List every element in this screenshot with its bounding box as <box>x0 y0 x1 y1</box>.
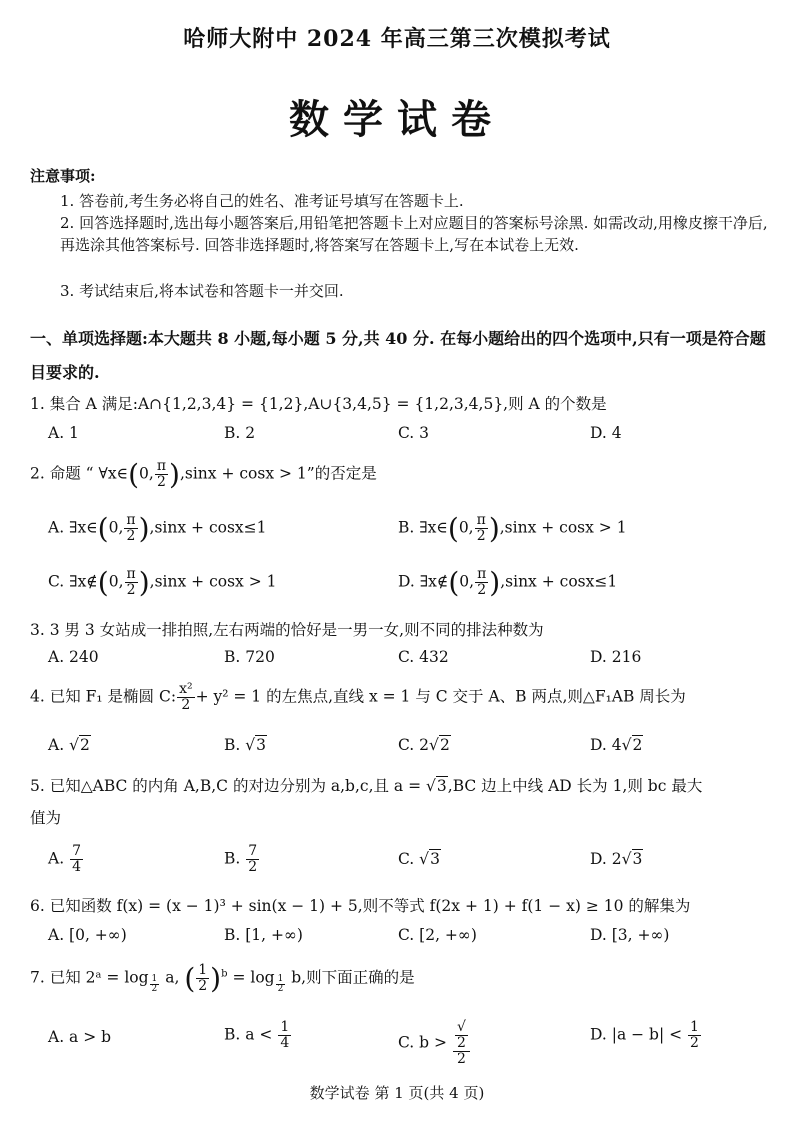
question-6-options <box>48 926 768 950</box>
q5-option-b: B. $\frac{7}{2}$ <box>224 843 258 875</box>
q1-option-b: B. 2 <box>224 424 256 442</box>
q2-stem-pre: 2. 命题 “ ∀x∈ <box>30 464 129 483</box>
q2-option-d: D. ∃x∉(0, $\frac{\pi}{2}$ ),sinx + cosx≤1 <box>398 566 618 599</box>
question-2-stem: 2. 命题 “ ∀x∈(0, $\frac{\pi}{2}$ ),sinx + cosx > 1”的否定是 <box>30 458 377 491</box>
q7-option-b: B. a < $\frac{1}{4}$ <box>224 1019 290 1051</box>
note-item-3: 3. 考试结束后,将本试卷和答题卡一并交回. <box>60 282 344 300</box>
note-item-1: 1. 答卷前,考生务必将自己的姓名、准考证号填写在答题卡上. <box>60 192 464 210</box>
question-4-stem: 4. 已知 F₁ 是椭圆 C: $\frac{\text{x²}}{2}$ + y² = 1 的左焦点,直线 x = 1 与 C 交于 A、B 两点,则△F₁AB 周长为 <box>30 681 686 713</box>
question-3-stem: 3. 3 男 3 女站成一排拍照,左右两端的恰好是一男一女,则不同的排法种数为 <box>30 621 544 639</box>
q7-option-c: C. b > √ 2 2 <box>398 1020 471 1067</box>
q2-interval-left: 0, <box>139 464 154 483</box>
question-6-stem: 6. 已知函数 f(x) = (x − 1)³ + sin(x − 1) + 5,则不等式 f(2x + 1) + f(1 − x) ≥ 10 的解集为 <box>30 897 691 915</box>
section-heading: 一、单项选择题:本大题共 8 小题,每小题 5 分,共 40 分. 在每小题给出的四个选项中,只有一项是符合题目要求的. <box>30 329 766 382</box>
q1-option-a: A. 1 <box>48 424 79 442</box>
q1-option-c: C. 3 <box>398 424 430 442</box>
q2-option-a: A. ∃x∈(0, $\frac{\pi}{2}$ ),sinx + cosx≤1 <box>48 512 267 545</box>
question-3-options <box>48 648 768 672</box>
q6-option-a: A. [0, +∞) <box>48 926 127 944</box>
q3-option-a: A. 240 <box>48 648 99 666</box>
q3-option-b: B. 720 <box>224 648 275 666</box>
q4-option-a: A. √2 <box>48 736 90 754</box>
question-5-stem-line2: 值为 <box>30 809 62 827</box>
q2-option-c: C. ∃x∉(0, $\frac{\pi}{2}$ ),sinx + cosx > 1 <box>48 566 277 599</box>
q6-option-d: D. [3, +∞) <box>590 926 670 944</box>
question-4-options <box>48 736 768 760</box>
q4-option-d: D. 4√2 <box>590 736 643 754</box>
q3-option-d: D. 216 <box>590 648 642 666</box>
q6-option-b: B. [1, +∞) <box>224 926 303 944</box>
question-5-stem-line1: 5. 已知△ABC 的内角 A,B,C 的对边分别为 a,b,c,且 a = √3,BC 边上中线 AD 长为 1,则 bc 最大 <box>30 777 703 795</box>
q7-option-a: A. a > b <box>48 1028 112 1046</box>
q2-stem-post: ,sinx + cosx > 1”的否定是 <box>179 464 377 483</box>
q7-option-d: D. |a − b| < $\frac{1}{2}$ <box>590 1019 699 1051</box>
exam-title: 哈师大附中 2024 年高三第三次模拟考试 <box>183 26 611 52</box>
question-1-options <box>48 424 768 448</box>
q4-option-b: B. √3 <box>224 736 267 754</box>
q6-option-c: C. [2, +∞) <box>398 926 477 944</box>
q2-pi-over-2: $\frac{\pi}{2}$ <box>156 458 167 490</box>
question-5-options <box>48 844 768 878</box>
question-7-stem: 7. 已知 2ᵃ = log $_{\frac{1}{2}}$ a, ( $\frac{1}{2}$ )$^b$ = log $_{\frac{1}{2}}$ b,则下面正确的是 <box>30 962 415 995</box>
question-2-options-row2 <box>48 566 768 602</box>
q4-option-c: C. 2√2 <box>398 736 450 754</box>
note-item-2: 2. 回答选择题时,选出每小题答案后,用铅笔把答题卡上对应题目的答案标号涂黑. 如需改动,用橡皮擦干净后,再选涂其他答案标号. 回答非选择题时,将答案写在答题卡上,写在本试卷上无效. <box>60 214 768 254</box>
q1-option-d: D. 4 <box>590 424 622 442</box>
question-2-options-row1 <box>48 512 768 548</box>
q2-option-b: B. ∃x∈(0, $\frac{\pi}{2}$ ),sinx + cosx > 1 <box>398 512 627 545</box>
q5-option-a: A. $\frac{7}{4}$ <box>48 843 81 875</box>
question-7-options <box>48 1019 768 1067</box>
question-1-stem: 1. 集合 A 满足:A∩{1,2,3,4} = {1,2},A∪{3,4,5} = {1,2,3,4,5},则 A 的个数是 <box>30 395 607 413</box>
q4-ellipse-fraction: $\frac{\text{x²}}{2}$ <box>179 681 193 713</box>
q5-option-d: D. 2√3 <box>590 850 643 868</box>
q5-option-c: C. √3 <box>398 850 440 868</box>
page-footer: 数学试卷 第 1 页(共 4 页) <box>309 1084 485 1102</box>
subject-title: 数学试卷 <box>289 96 505 143</box>
notes-heading: 注意事项: <box>30 167 96 185</box>
q3-option-c: C. 432 <box>398 648 449 666</box>
